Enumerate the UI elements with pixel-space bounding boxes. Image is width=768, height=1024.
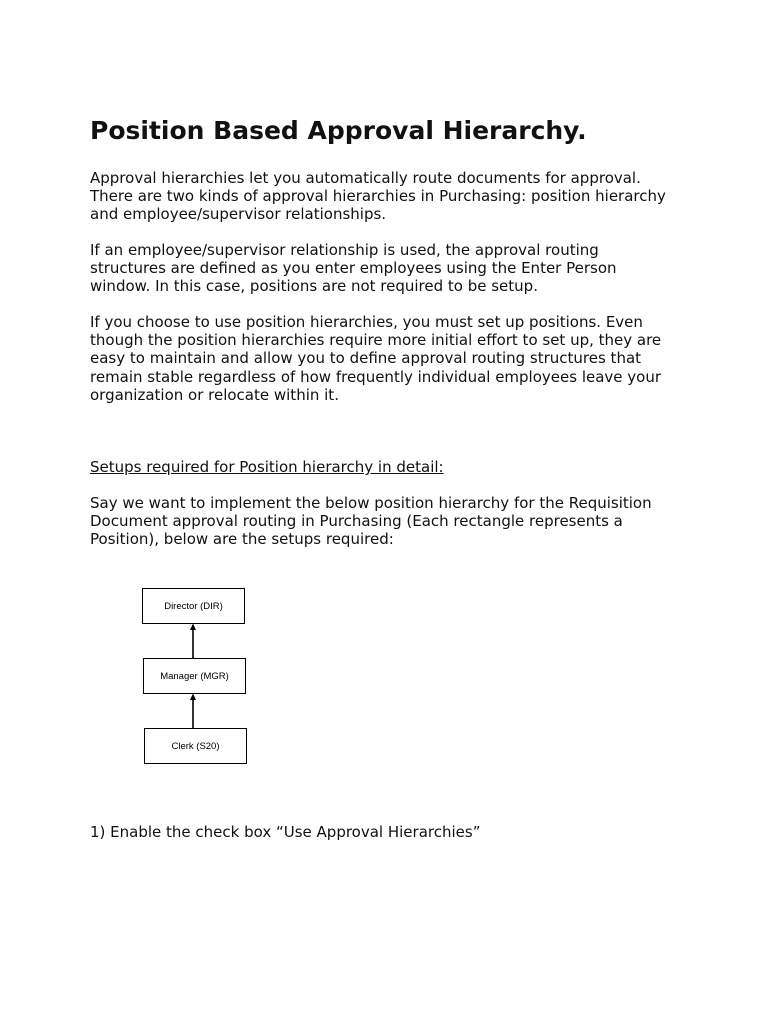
position-hierarchy-line: If you choose to use position hierarchies, you must set up positions. Even [90, 313, 643, 331]
position-hierarchy-paragraph [90, 313, 690, 404]
requisition-line: Say we want to implement the below position hierarchy for the Requisition [90, 494, 652, 512]
arrow-manager-to-director [190, 624, 196, 659]
position-hierarchy-line: organization or relocate within it. [90, 385, 339, 404]
position-hierarchy-line: though the position hierarchies require more initial effort to set up, they are [90, 331, 662, 350]
employee-supervisor-paragraph [90, 241, 690, 296]
section-heading: Setups required for Position hierarchy in detail: [90, 458, 444, 476]
requisition-line: Position), below are the setups required: [90, 530, 394, 549]
position-box-clerk [145, 729, 247, 764]
intro-line: Approval hierarchies let you automatically route documents for approval. [90, 169, 641, 187]
document-title: Position Based Approval Hierarchy. [90, 116, 587, 145]
position-label-director: Director (DIR) [164, 601, 223, 612]
employee-supervisor-line: structures are defined as you enter employees using the Enter Person [90, 259, 617, 278]
intro-line: and employee/supervisor relationships. [90, 205, 387, 224]
employee-supervisor-line: window. In this case, positions are not required to be setup. [90, 277, 538, 296]
position-hierarchy-diagram [130, 580, 270, 780]
requisition-paragraph [90, 494, 690, 549]
position-label-manager: Manager (MGR) [160, 671, 229, 682]
arrow-clerk-to-manager [190, 694, 196, 729]
employee-supervisor-line: If an employee/supervisor relationship is used, the approval routing [90, 241, 599, 259]
requisition-line: Document approval routing in Purchasing (Each rectangle represents a [90, 512, 623, 531]
position-label-clerk: Clerk (S20) [171, 741, 220, 752]
intro-line: There are two kinds of approval hierarchies in Purchasing: position hierarchy [90, 187, 666, 206]
position-box-director [143, 589, 245, 624]
position-hierarchy-line: easy to maintain and allow you to define approval routing structures that [90, 349, 642, 368]
position-box-manager [144, 659, 246, 694]
position-hierarchy-line: remain stable regardless of how frequently individual employees leave your [90, 367, 662, 386]
intro-paragraph [90, 169, 690, 224]
step-1-text: 1) Enable the check box “Use Approval Hierarchies” [90, 823, 481, 841]
